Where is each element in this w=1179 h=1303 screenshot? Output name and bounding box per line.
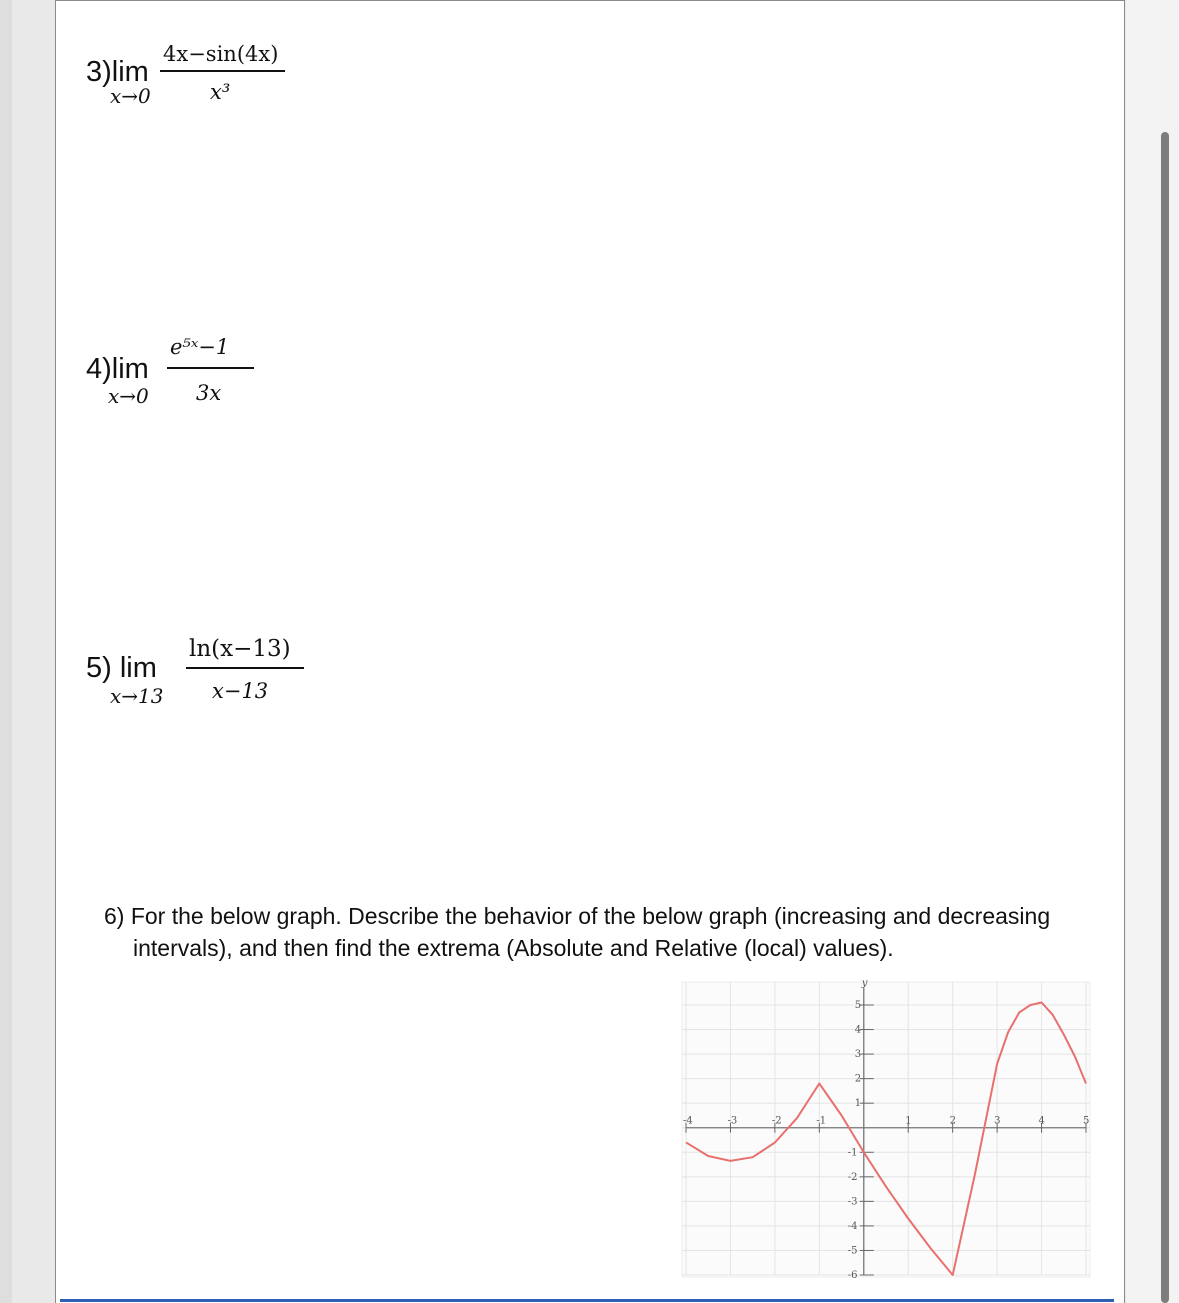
x-tick-label: -2	[771, 1115, 782, 1127]
problem-4-denominator: 3x	[196, 381, 222, 405]
problem-5-label: 5) lim	[86, 652, 157, 684]
y-tick-label: -2	[847, 1171, 858, 1183]
problem-3-denominator: x³	[210, 80, 231, 104]
y-tick-label: 4	[854, 1024, 862, 1036]
window-left-edge	[0, 0, 12, 1303]
question-6-line-1: 6) For the below graph. Describe the behavior of the below graph (increasing and decreasing	[104, 903, 1051, 929]
graph-background	[682, 982, 1090, 1277]
y-tick-label: -3	[847, 1196, 858, 1208]
problem-5-denominator: x−13	[212, 679, 269, 703]
problem-3-label: 3)lim	[86, 56, 149, 88]
x-tick-label: 2	[949, 1115, 957, 1127]
problem-4-label: 4)lim	[86, 353, 149, 385]
problem-5-numerator: ln(x−13)	[189, 636, 291, 662]
y-tick-label: -4	[847, 1220, 858, 1232]
y-tick-label: 2	[854, 1073, 862, 1085]
y-tick-label: -5	[847, 1245, 858, 1257]
x-tick-label: -4	[683, 1115, 693, 1127]
x-tick-label: 1	[905, 1115, 912, 1127]
x-tick-label: 4	[1038, 1115, 1045, 1127]
problem-4-numerator: e⁵ˣ−1	[170, 335, 230, 359]
question-6	[104, 900, 1124, 964]
y-tick-label: 5	[854, 1000, 862, 1011]
problem-5-fraction-bar	[186, 667, 304, 669]
problem-3-limit-sub: x→0	[110, 84, 151, 108]
x-tick-label: -3	[727, 1115, 738, 1127]
problem-4-fraction-bar	[167, 367, 254, 369]
function-graph	[676, 970, 1096, 1280]
y-tick-label: -6	[847, 1270, 858, 1280]
page-bottom-border	[60, 1299, 1114, 1302]
question-6-line-2: intervals), and then find the extrema (Absolute and Relative (local) values).	[133, 935, 894, 961]
x-tick-label: 5	[1083, 1115, 1090, 1127]
y-tick-label: 3	[854, 1049, 862, 1061]
problem-3-numerator: 4x−sin(4x)	[163, 42, 279, 66]
problem-3-fraction-bar	[160, 70, 285, 72]
scroll-track	[1126, 0, 1179, 1303]
problem-4-limit-sub: x→0	[108, 384, 149, 408]
problem-5-limit-sub: x→13	[110, 684, 164, 708]
y-tick-label: 1	[854, 1098, 862, 1110]
y-tick-label: -1	[847, 1147, 858, 1159]
x-tick-label: -1	[816, 1115, 827, 1127]
graph-grid	[682, 982, 1090, 1277]
x-tick-label: 3	[994, 1115, 1001, 1127]
vertical-scrollbar[interactable]	[1161, 132, 1169, 1303]
y-axis-label: y	[861, 978, 868, 989]
